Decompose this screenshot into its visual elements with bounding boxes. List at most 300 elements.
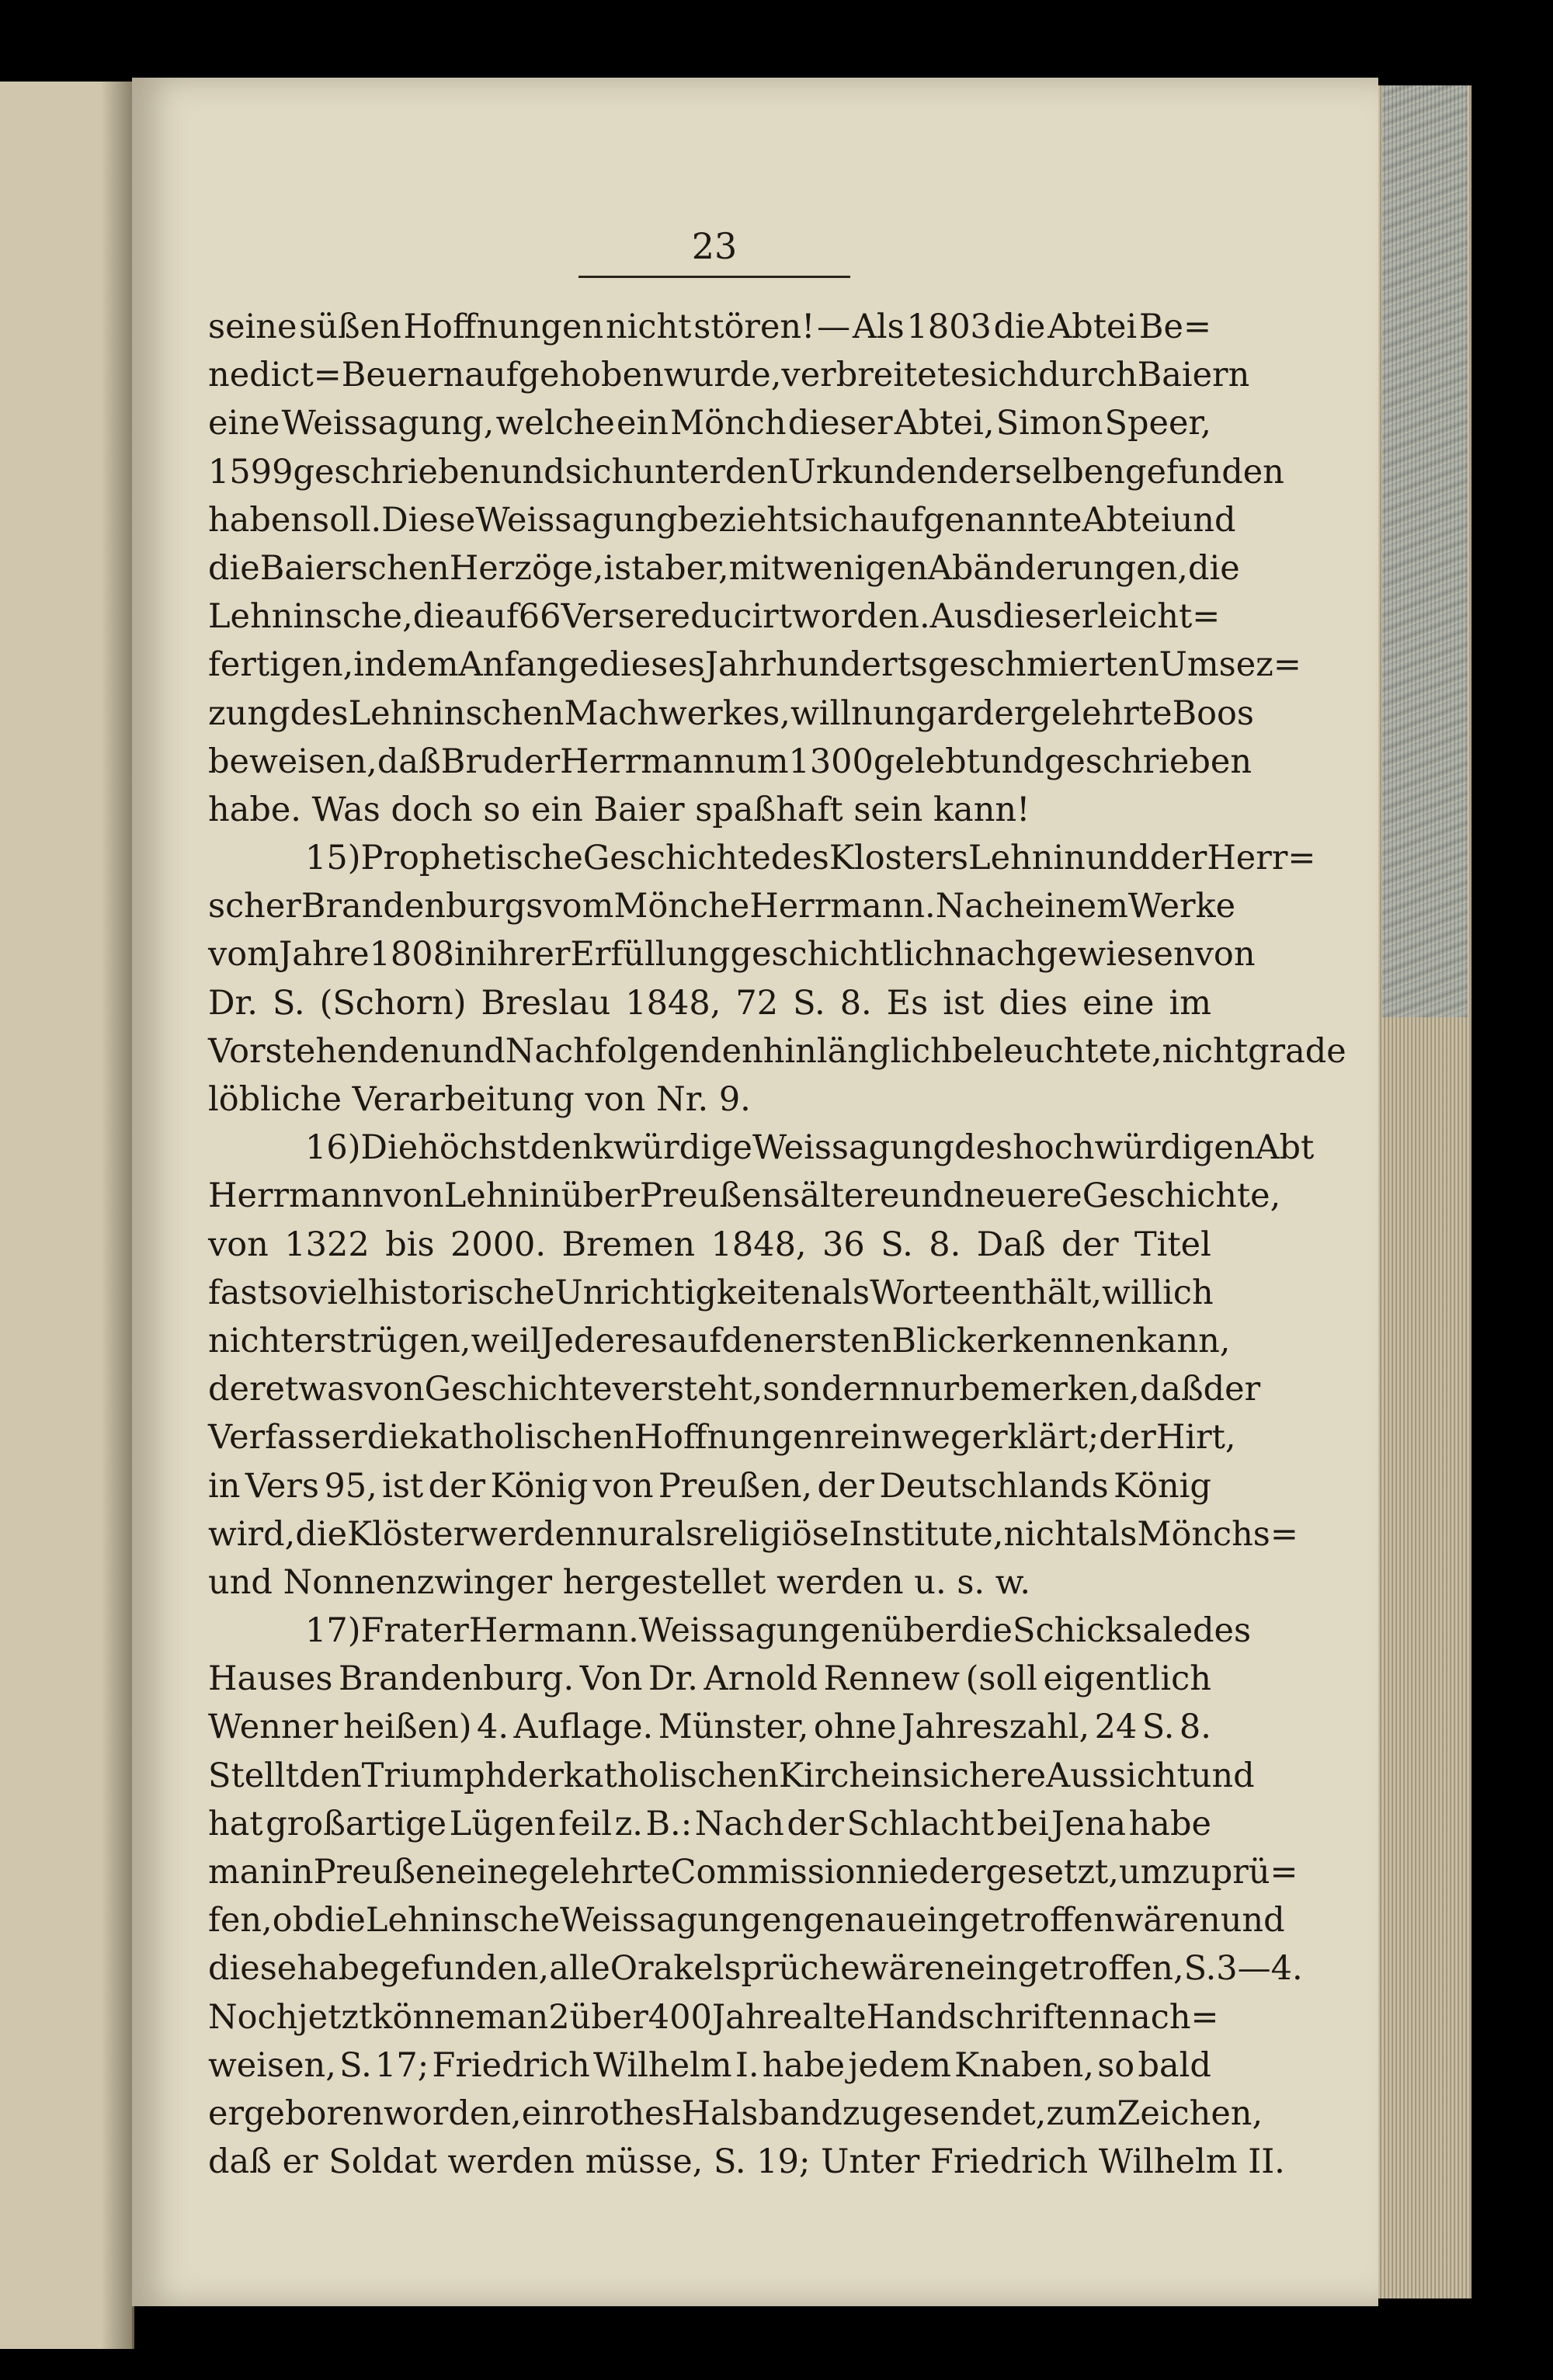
word: und (979, 742, 1044, 781)
text-line (208, 1558, 1211, 1607)
word: fen, (208, 1901, 273, 1940)
word: von (592, 1466, 654, 1506)
word: die (295, 1514, 348, 1554)
word: Halsband (681, 2093, 843, 2133)
word: Worte (870, 1273, 971, 1312)
word: eine (208, 404, 280, 443)
word: als (822, 1273, 870, 1312)
text-line (208, 1124, 1315, 1172)
word: als (655, 1514, 704, 1554)
word: Hoffnungen (634, 1418, 835, 1458)
text-line (208, 1462, 1211, 1510)
word: Stellt (208, 1756, 299, 1795)
word: der (208, 1370, 266, 1409)
word: mit (728, 548, 785, 588)
word: Wenner (208, 1708, 339, 1747)
word: Friedrich (930, 2142, 1099, 2182)
text-line (208, 303, 1211, 351)
word: Abtei, (894, 404, 995, 443)
word: Preußen (313, 1853, 457, 1892)
word: Bremen (561, 1225, 696, 1264)
word: den (298, 1756, 362, 1795)
word: rothes (573, 2093, 682, 2133)
word: 400 (648, 1997, 712, 2037)
word: der (1149, 839, 1207, 878)
word: Vers (245, 1466, 319, 1506)
word: auf (869, 500, 924, 540)
word: habe (297, 1949, 380, 1989)
word: vom (208, 935, 279, 975)
text-line (208, 1703, 1211, 1751)
word: und (1171, 500, 1236, 540)
word: ist (382, 1466, 424, 1506)
word: der (428, 1466, 486, 1506)
word: 8. (929, 1225, 961, 1264)
word: Klosters (829, 839, 969, 878)
word: aber, (644, 548, 729, 588)
word: viel (307, 1273, 369, 1312)
word: die (993, 307, 1046, 346)
word: eine (1082, 983, 1155, 1023)
word: Institute, (849, 1514, 1004, 1554)
word: enthält, (971, 1273, 1103, 1312)
word: spaßhaft (695, 790, 854, 829)
word: gelebt (873, 742, 980, 781)
text-line (208, 641, 1301, 689)
word: Be= (1138, 307, 1211, 346)
word: Weissagungen (638, 1611, 883, 1651)
word: religiöse (703, 1514, 849, 1554)
word: Geschichte (424, 1370, 613, 1409)
word: leicht= (1097, 597, 1221, 637)
word: Diese (381, 500, 476, 540)
word: 4. (477, 1708, 509, 1747)
text-line (208, 544, 1240, 592)
word: der (972, 693, 1030, 733)
text-line (208, 2090, 1263, 2138)
word: Blick (891, 1321, 977, 1360)
word: die (208, 548, 260, 588)
text-line (208, 2041, 1211, 2090)
word: gar (915, 693, 973, 733)
word: S. (272, 983, 305, 1023)
word: Abtei (1047, 307, 1138, 346)
word: Als (852, 307, 905, 346)
word: Jahre (278, 935, 370, 975)
word: nachgewiesen (954, 935, 1195, 975)
word: Was (311, 790, 391, 829)
word: auf (464, 597, 519, 637)
word: Es (886, 983, 929, 1023)
word: Herrmann (208, 1176, 384, 1216)
word: unter (633, 452, 725, 492)
word: des (954, 1128, 1013, 1168)
text-line (208, 1027, 1346, 1075)
word: hinlänglich (763, 1031, 952, 1071)
word: geschrieben (1044, 742, 1252, 781)
word: wird, (208, 1514, 296, 1554)
text-line (208, 448, 1284, 496)
word: die (961, 1611, 1013, 1651)
word: 1848, (710, 1225, 807, 1264)
word: der (506, 1756, 564, 1795)
word: Verse (561, 597, 655, 637)
word: Weissagung, (281, 404, 495, 443)
word: Wilhelm (1098, 2142, 1249, 2182)
word: ersten (783, 1321, 892, 1360)
word: im (1169, 983, 1211, 1023)
word: ich (1162, 1273, 1214, 1312)
word: Die (360, 1128, 419, 1168)
word: Jahrhunderts (704, 645, 928, 685)
word: sich (801, 500, 870, 540)
word: die (1187, 548, 1240, 588)
word: soll. (312, 500, 382, 540)
word: S. (1183, 1949, 1217, 1989)
word: der (1203, 1370, 1261, 1409)
word: derselben (957, 452, 1125, 492)
word: der (1061, 1225, 1119, 1264)
word: gefunden, (379, 1949, 550, 1989)
word: der (1099, 1418, 1156, 1458)
word: man (475, 1997, 549, 2037)
word: Nr. (656, 1080, 719, 1119)
word: bei (996, 1804, 1049, 1843)
word: Lehnin (968, 839, 1086, 878)
word: werden (447, 2142, 585, 2182)
word: Lehnin (443, 1176, 561, 1216)
word: z. (614, 1804, 643, 1843)
word: 3—4. (1216, 1949, 1303, 1989)
word: ein (617, 404, 669, 443)
word: scher (208, 887, 301, 926)
word: der (817, 1466, 874, 1506)
word: bis (385, 1225, 435, 1264)
word: Jahre (711, 1997, 803, 2037)
word: 1322 (284, 1225, 370, 1264)
word: welche (495, 404, 615, 443)
word: Handschriften (866, 1997, 1110, 2037)
text-line (208, 979, 1211, 1027)
word: die (367, 1418, 419, 1458)
word: s. (957, 1562, 995, 1602)
word: der (787, 1804, 844, 1843)
word: und (1220, 1901, 1285, 1940)
word: 1300 (788, 742, 874, 781)
word: heißen) (343, 1708, 472, 1747)
word: daß (208, 2142, 283, 2182)
word: Commission (670, 1853, 877, 1892)
word: Weissagungen (560, 1901, 804, 1940)
word: Daß (976, 1225, 1046, 1264)
word: will (1102, 1273, 1163, 1312)
word: ohne (813, 1708, 897, 1747)
word: 1848, (625, 983, 721, 1023)
word: Urkunden (787, 452, 958, 492)
word: Abtei (1082, 500, 1172, 540)
word: jetzt (297, 1997, 373, 2037)
word: Prophetische (360, 839, 583, 878)
word: 72 (735, 983, 779, 1023)
word: erst (294, 1321, 360, 1360)
word: beleuchtete, (951, 1031, 1162, 1071)
word: in (281, 1853, 314, 1892)
word: es (631, 1321, 668, 1360)
word: neuere (964, 1176, 1082, 1216)
word: Unter (821, 2142, 931, 2182)
word: von (585, 1080, 657, 1119)
word: über (882, 1611, 961, 1651)
word: Dr. (208, 983, 258, 1023)
word: müsse, (585, 2142, 714, 2182)
word: 15) (305, 839, 361, 878)
word: B.: (645, 1804, 693, 1843)
word: Lehninsche, (208, 597, 413, 637)
word: dieser (992, 597, 1098, 637)
word: 66 (518, 597, 561, 637)
word: Preußen, (658, 1466, 813, 1506)
word: — (817, 307, 851, 346)
word: wären (860, 1949, 966, 1989)
word: II. (1248, 2142, 1285, 2182)
word: daß (377, 742, 441, 781)
word: Nach (935, 887, 1025, 926)
word: sondern (763, 1370, 901, 1409)
word: 19; (756, 2142, 822, 2182)
word: 16) (305, 1128, 361, 1168)
word: von (208, 1225, 269, 1264)
word: nicht (1162, 1031, 1249, 1071)
word: feil (558, 1804, 612, 1843)
text-line (208, 1848, 1298, 1896)
marbled-edge (1382, 85, 1468, 1017)
word: w. (995, 1562, 1031, 1602)
word: löbliche (208, 1080, 353, 1119)
word: Lehninschen (348, 693, 565, 733)
word: eine (457, 1853, 529, 1892)
word: Hauses (208, 1659, 333, 1699)
word: S. (881, 1225, 913, 1264)
word: reducirt (655, 597, 793, 637)
word: verbreitete (781, 356, 971, 395)
header-rule (578, 276, 850, 278)
text-line (208, 1221, 1211, 1269)
word: von (363, 1370, 425, 1409)
facing-page-edge (0, 82, 134, 2349)
word: über (569, 1997, 648, 2037)
word: sich (565, 452, 634, 492)
text-line (208, 882, 1236, 930)
word: Breslau (481, 983, 611, 1023)
word: dieses (599, 645, 705, 685)
word: so (270, 1273, 308, 1312)
word: so (1097, 2045, 1135, 2085)
word: vom (543, 887, 614, 926)
word: um (735, 742, 789, 781)
word: Herrmann (560, 742, 735, 781)
word: so (483, 790, 531, 829)
word: Unrichtigkeiten (554, 1273, 822, 1312)
text-line (208, 592, 1221, 641)
word: Speer, (1104, 404, 1211, 443)
text-line (208, 1075, 1211, 1124)
word: in (208, 1466, 241, 1506)
word: u. (914, 1562, 957, 1602)
word: genannte (923, 500, 1082, 540)
word: Wilhelm (592, 2045, 732, 2085)
word: Baier (593, 790, 696, 829)
word: um (1118, 1853, 1173, 1892)
word: geschmierten (927, 645, 1159, 685)
word: katholischen (419, 1418, 634, 1458)
text-line (208, 2138, 1285, 2186)
text-line (208, 1993, 1219, 2041)
word: in (890, 1756, 923, 1795)
text-line (208, 786, 1211, 834)
word: hergestellet (562, 1562, 777, 1602)
word: 8. (839, 983, 872, 1023)
word: 95, (324, 1466, 377, 1506)
word: Baiern (1137, 356, 1250, 395)
text-line (208, 1172, 1281, 1220)
word: Mönche (613, 887, 750, 926)
word: ein (521, 2093, 574, 2133)
word: einem (1024, 887, 1128, 926)
word: grade (1248, 1031, 1346, 1071)
word: katholischen (563, 1756, 779, 1795)
word: 36 (822, 1225, 865, 1264)
word: Lügen (449, 1804, 556, 1843)
word: 8. (1179, 1708, 1211, 1747)
word: haben (208, 500, 312, 540)
word: weisen, (208, 2045, 336, 2085)
word: Noch (208, 1997, 298, 2037)
word: Abänderungen, (927, 548, 1188, 588)
word: gelehrte (1030, 693, 1173, 733)
word: eingetroffen, (965, 1949, 1184, 1989)
word: zu (1172, 1853, 1211, 1892)
word: Nachfolgenden (505, 1031, 763, 1071)
word: habe. (208, 790, 312, 829)
word: nur (596, 1514, 655, 1554)
word: Weissagung (475, 500, 678, 540)
word: er (208, 2093, 245, 2133)
word: 1803 (906, 307, 992, 346)
word: und (1085, 839, 1150, 878)
word: Kirche (778, 1756, 891, 1795)
word: großartige (266, 1804, 447, 1843)
word: habe (1128, 1804, 1211, 1843)
word: worden. (792, 597, 930, 637)
word: Zeichen, (1117, 2093, 1263, 2133)
word: Erfüllung (570, 935, 731, 975)
word: bezieht (677, 500, 802, 540)
word: wenigen (784, 548, 928, 588)
word: weg (902, 1418, 972, 1458)
word: bemerken, (959, 1370, 1140, 1409)
word: fast (208, 1273, 271, 1312)
word: S. (339, 2045, 372, 2085)
word: Simon (995, 404, 1103, 443)
word: Vorstehenden (208, 1031, 441, 1071)
word: ihrer (486, 935, 571, 975)
word: genau (803, 1901, 908, 1940)
word: alte (802, 1997, 867, 2037)
word: Jahreszahl, (902, 1708, 1090, 1747)
word: Dr. (648, 1659, 698, 1699)
word: kann! (933, 790, 1030, 829)
word: auf (667, 1321, 722, 1360)
word: erklärt; (971, 1418, 1100, 1458)
word: worden, (384, 2093, 522, 2133)
word: Knaben, (954, 2045, 1094, 2085)
word: Aussicht (1046, 1756, 1190, 1795)
word: prü= (1211, 1853, 1298, 1892)
word: aufgehoben (464, 356, 664, 395)
word: Frater (360, 1611, 469, 1651)
word: Weissagung (752, 1128, 955, 1168)
text-line (208, 1365, 1261, 1413)
word: durch (1038, 356, 1138, 395)
word: Werke (1127, 887, 1236, 926)
text-line (208, 930, 1256, 978)
word: Geschichte, (1082, 1176, 1281, 1216)
word: des (770, 839, 829, 878)
word: Boos (1172, 693, 1254, 733)
word: historische (368, 1273, 555, 1312)
word: man (208, 1853, 282, 1892)
word: Schicksale (1013, 1611, 1193, 1651)
text-line (208, 1413, 1236, 1461)
page-number: 23 (691, 225, 738, 267)
word: jedem (848, 2045, 951, 2085)
word: Schlacht (846, 1804, 995, 1843)
word: wurde, (663, 356, 782, 395)
word: geboren (244, 2093, 384, 2133)
word: eigentlich (1043, 1659, 1211, 1699)
word: Deutschlands (879, 1466, 1109, 1506)
word: habe (762, 2045, 846, 2085)
word: Rennew (823, 1659, 961, 1699)
word: alle (549, 1949, 610, 1989)
word: 17; (375, 2045, 429, 2085)
word: könne (372, 1997, 476, 2037)
word: nach= (1109, 1997, 1219, 2037)
word: Orakelsprüche (610, 1949, 860, 1989)
word: von (383, 1176, 444, 1216)
text-line (208, 834, 1316, 882)
word: Preußens (639, 1176, 801, 1216)
word: geschichtlich (730, 935, 955, 975)
word: süßen (299, 307, 401, 346)
word: Klöster (347, 1514, 470, 1554)
word: Abt (1255, 1128, 1315, 1168)
word: nedict=Beuern (208, 356, 465, 395)
word: 1808 (369, 935, 454, 975)
text-line (208, 1800, 1211, 1848)
word: 1599 (208, 452, 294, 492)
text-line (208, 399, 1211, 447)
word: des (290, 693, 349, 733)
word: weil (471, 1321, 541, 1360)
word: Friedrich (432, 2045, 590, 2085)
word: kann, (1136, 1321, 1231, 1360)
text-line (208, 1655, 1211, 1703)
word: ein (530, 790, 594, 829)
word: nicht (605, 307, 692, 346)
word: wären (1114, 1901, 1221, 1940)
word: gefunden (1124, 452, 1284, 492)
